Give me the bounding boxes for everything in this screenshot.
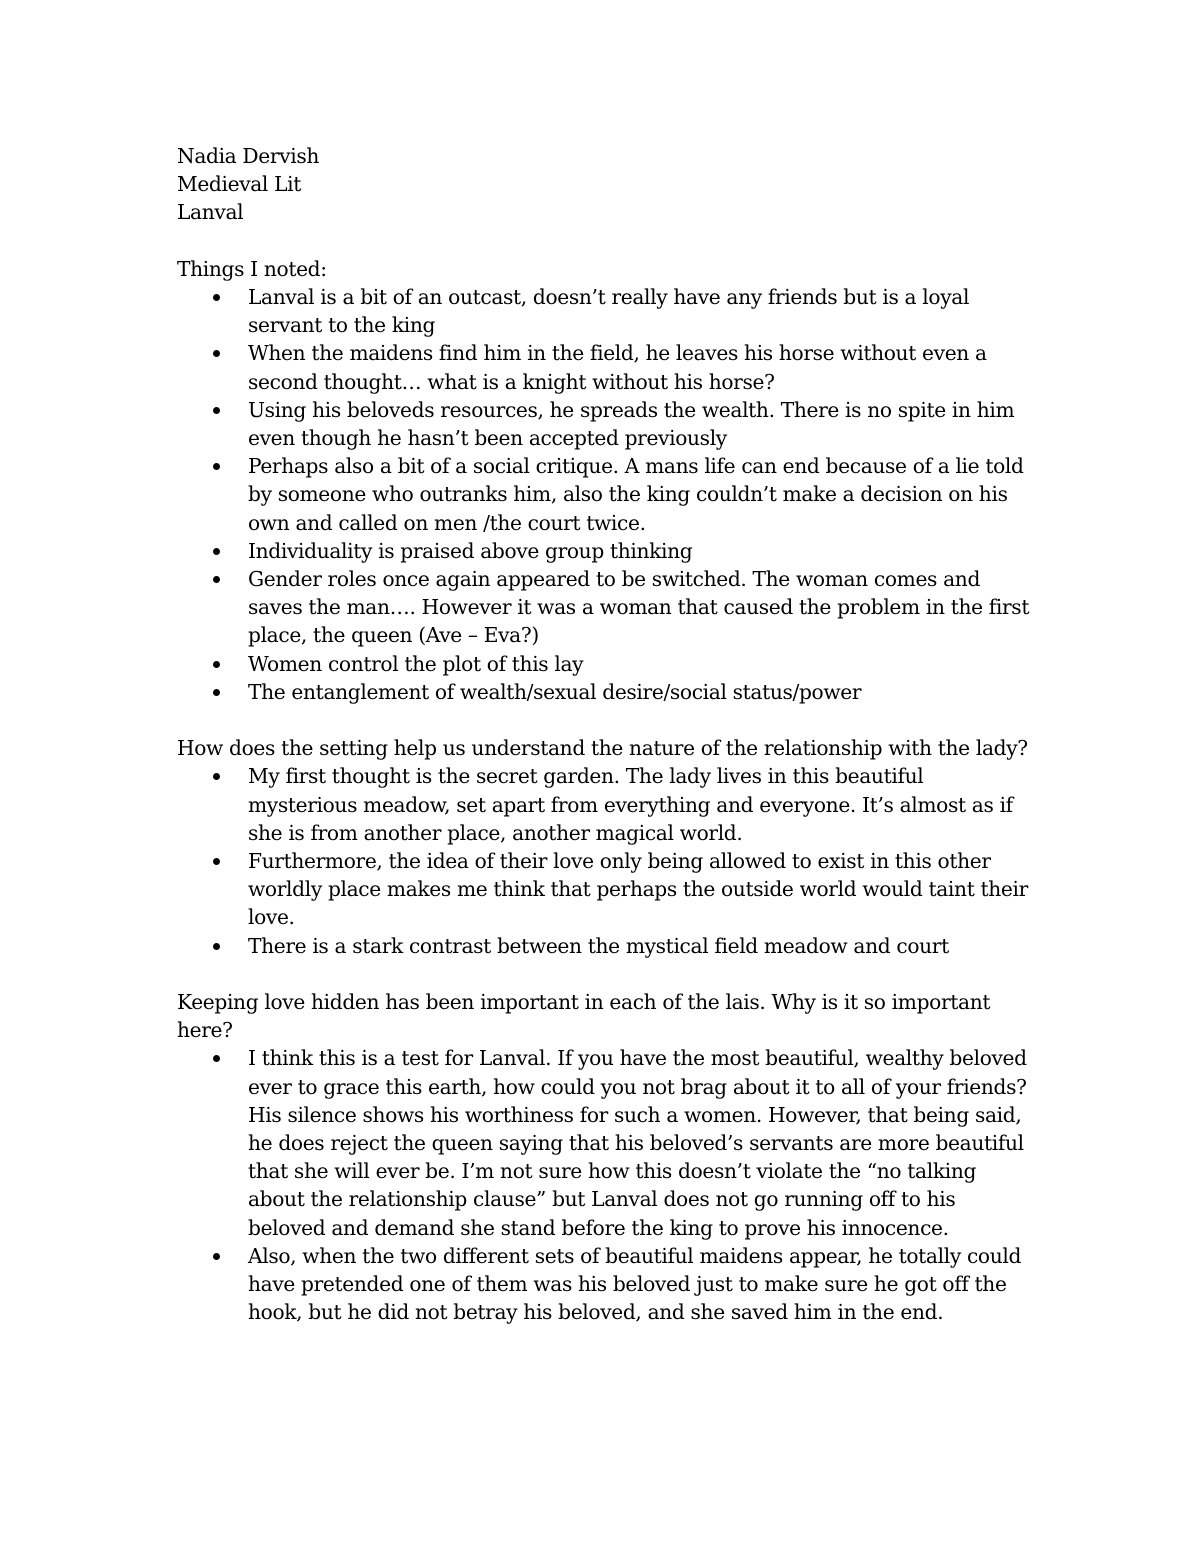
section-heading: Things I noted: — [177, 256, 327, 281]
section-hidden-love-question — [177, 988, 1037, 1326]
list-item-text: Furthermore, the idea of their love only being allowed to exist in this other worldly place makes me think that perhaps the outside world would taint their love. — [248, 849, 1028, 930]
bullet-icon — [213, 661, 220, 668]
list-item — [177, 565, 1037, 650]
bullet-icon — [213, 1253, 220, 1260]
list-item — [177, 537, 1037, 565]
list-item — [177, 283, 1037, 339]
list-item — [177, 932, 1037, 960]
bullet-list — [177, 1044, 1037, 1326]
list-item — [177, 1242, 1037, 1327]
bullet-icon — [213, 463, 220, 470]
list-item-text: Using his beloveds resources, he spreads the wealth. There is no spite in him even though he hasn’t been accepted previously — [248, 397, 1015, 451]
document-body — [177, 142, 1037, 1326]
bullet-icon — [213, 858, 220, 865]
list-item — [177, 1044, 1037, 1241]
list-item — [177, 847, 1037, 932]
bullet-icon — [213, 576, 220, 583]
section-heading: Keeping love hidden has been important in each of the lais. Why is it so important here? — [177, 990, 991, 1043]
list-item-text: The entanglement of wealth/sexual desire/social status/power — [248, 679, 862, 704]
bullet-icon — [213, 689, 220, 696]
list-item-text: Individuality is praised above group thinking — [248, 538, 693, 563]
list-item — [177, 452, 1037, 537]
list-item — [177, 396, 1037, 452]
course-name: Medieval Lit — [177, 172, 302, 197]
list-item-text: My first thought is the secret garden. The lady lives in this beautiful mysterious meadow, set apart from everything and everyone. It’s almost as if she is from another place, another magical world. — [248, 764, 1013, 845]
author-name: Nadia Dervish — [177, 144, 319, 168]
bullet-icon — [213, 407, 220, 414]
bullet-list — [177, 283, 1037, 706]
document-title: Lanval — [177, 200, 244, 225]
list-item-text: I think this is a test for Lanval. If you have the most beautiful, wealthy beloved ever to grace this earth, how could you not brag about it to all of your friends? His silence shows his worthiness for such a women. However, that being said, he does reject the queen saying that his beloved’s servants are more beautiful that she will ever be. I’m not sure how this doesn’t violate the “no talking about the relationship clause” but Lanval does not go running off to his beloved and demand she stand before the king to prove his innocence. — [248, 1046, 1027, 1240]
list-item — [177, 762, 1037, 847]
list-item — [177, 650, 1037, 678]
list-item-text: Women control the plot of this lay — [248, 651, 584, 676]
list-item-text: Also, when the two different sets of beautiful maidens appear, he totally could have pretended one of them was his beloved just to make sure he got off the hook, but he did not betray his beloved, and she saved him in the end. — [248, 1243, 1022, 1325]
section-things-noted — [177, 255, 1037, 706]
list-item-text: Perhaps also a bit of a social critique. A mans life can end because of a lie told by someone who outranks him, also the king couldn’t make a decision on his own and called on men /the court twice. — [248, 454, 1024, 535]
list-item-text: There is a stark contrast between the mystical field meadow and court — [248, 933, 949, 958]
bullet-icon — [213, 773, 220, 780]
bullet-icon — [213, 943, 220, 950]
section-setting-question — [177, 734, 1037, 960]
list-item-text: When the maidens find him in the field, he leaves his horse without even a second thought… what is a knight without his horse? — [248, 341, 987, 394]
document-header — [177, 142, 1037, 227]
bullet-icon — [213, 350, 220, 357]
list-item-text: Gender roles once again appeared to be switched. The woman comes and saves the man…. However it was a woman that caused the problem in the first place, the queen (Ave – Eva?) — [248, 567, 1030, 648]
list-item — [177, 678, 1037, 706]
list-item-text: Lanval is a bit of an outcast, doesn’t really have any friends but is a loyal servant to the king — [248, 285, 970, 338]
list-item — [177, 339, 1037, 395]
bullet-icon — [213, 548, 220, 555]
bullet-list — [177, 762, 1037, 959]
bullet-icon — [213, 1055, 220, 1062]
bullet-icon — [213, 294, 220, 301]
section-heading: How does the setting help us understand the nature of the relationship with the lady? — [177, 736, 1028, 761]
